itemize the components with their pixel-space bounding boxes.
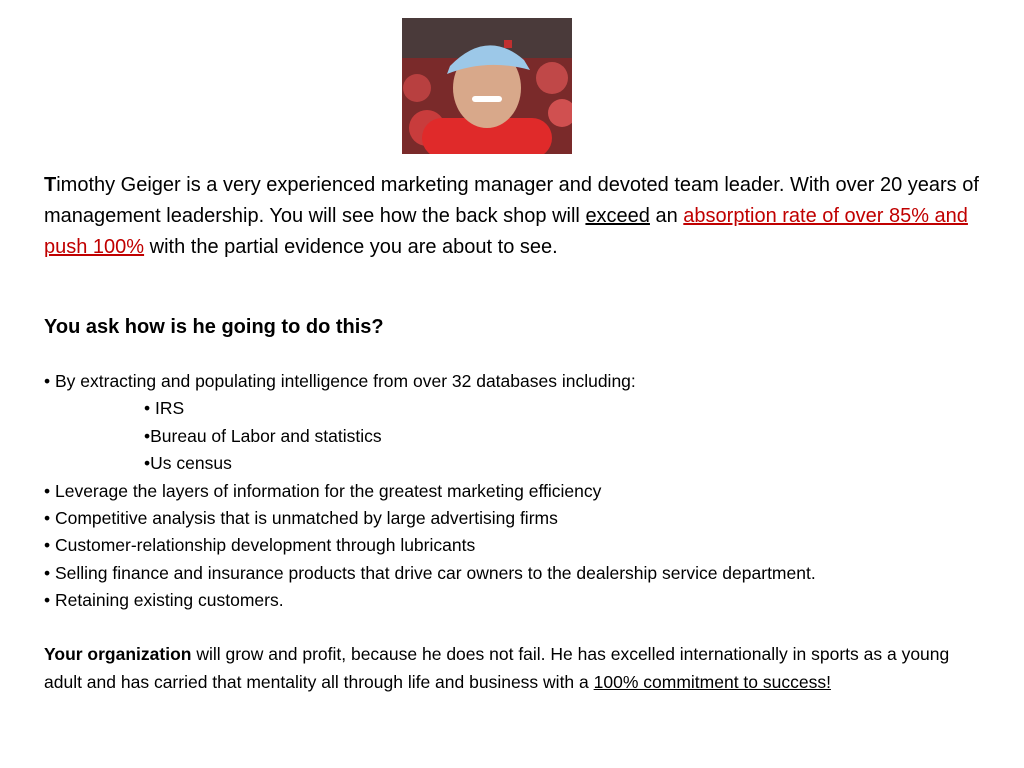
list-item-competitive: • Competitive analysis that is unmatched by large advertising firms <box>44 508 558 529</box>
sub-item-bureau-labor: •Bureau of Labor and statistics <box>144 425 382 446</box>
list-item-databases: • By extracting and populating intelligence from over 32 databases including: <box>44 371 636 391</box>
portrait-photo <box>402 18 572 154</box>
absorption-rate-highlight: absorption rate of over 85% and push 100% <box>44 205 968 258</box>
intro-text-3: with the partial evidence you are about to see. <box>144 236 558 258</box>
list-item-customer: • Customer-relationship development through lubricants <box>44 535 476 556</box>
sub-item-us-census: •Us census <box>144 453 232 474</box>
exceed-text: exceed <box>585 205 650 227</box>
closing-paragraph <box>44 640 974 696</box>
list-item-retaining: • Retaining existing customers. <box>44 590 284 611</box>
intro-text-2: an <box>649 205 684 227</box>
intro-text-1: imothy Geiger is a very experienced marketing manager and devoted team leader. With over 20 years of management leadership. You will see how the back shop will <box>44 174 979 227</box>
commitment-text: 100% commitment to success! <box>593 672 831 692</box>
question-heading: You ask how is he going to do this? <box>44 316 384 338</box>
intro-paragraph <box>44 170 984 263</box>
list-item-finance: • Selling finance and insurance products that drive car owners to the dealership service department. <box>44 562 816 583</box>
sub-item-irs: • IRS <box>144 398 185 419</box>
portrait-photo-icon <box>402 18 572 154</box>
closing-lead: Your organization <box>44 644 192 664</box>
closing-body: will grow and profit, because he does not fail. He has excelled internationally in sports as a young adult and has carried that mentality all through life and business with a <box>44 644 950 692</box>
intro-first-letter: T <box>44 174 57 196</box>
bullet-list <box>44 368 1004 615</box>
list-item-leverage: • Leverage the layers of information for the greatest marketing efficiency <box>44 480 602 501</box>
